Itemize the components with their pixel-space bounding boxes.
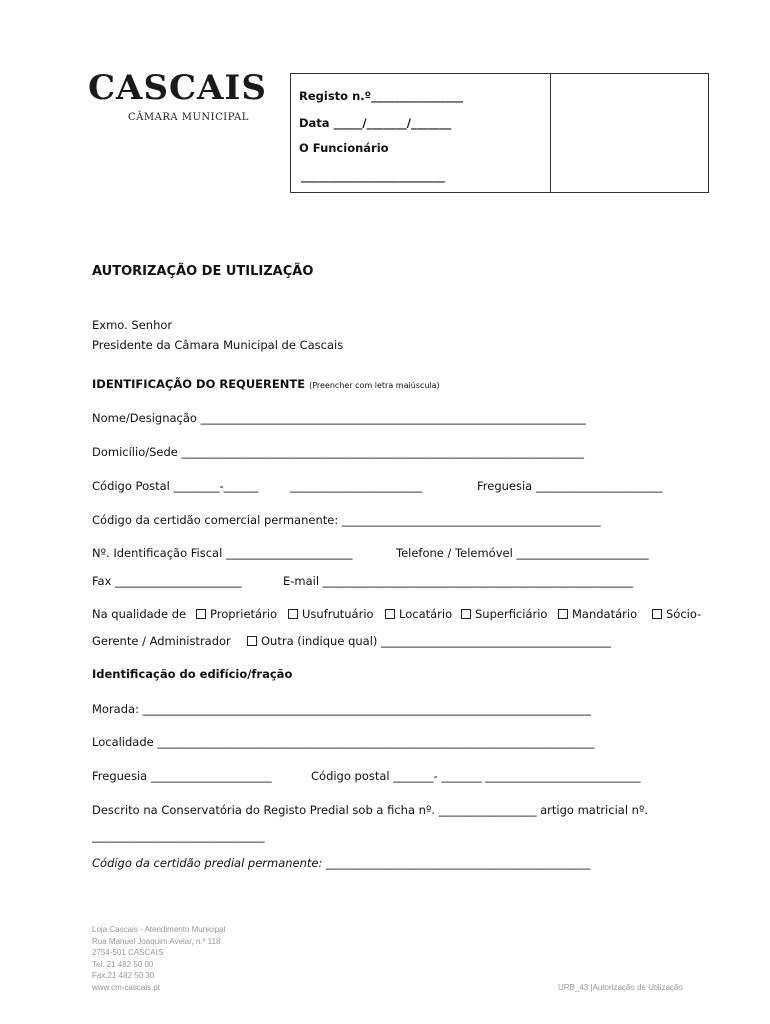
checkbox-icon[interactable] [385, 609, 395, 619]
checkbox-proprietario[interactable] [196, 607, 277, 621]
page-title: AUTORIZAÇÃO DE UTILIZAÇÃO [92, 264, 314, 279]
footer-line: 2754-501 CASCAIS [92, 948, 164, 957]
checkbox-label: Mandatário [572, 607, 638, 621]
checkbox-label: Proprietário [210, 607, 278, 621]
requerente-heading-note: (Preencher com letra maiúscula) [309, 381, 440, 390]
checkbox-icon[interactable] [247, 636, 257, 646]
nome-field[interactable]: Nome/Designação ___________________________________________________________________ [92, 411, 586, 425]
checkbox-socio-gerente[interactable] [652, 607, 701, 621]
checkbox-mandatario[interactable] [558, 607, 637, 621]
salutation-line1: Exmo. Senhor [92, 318, 173, 332]
codigo-postal-field[interactable]: Código Postal ________-______ [92, 479, 259, 493]
descrito-field[interactable]: Descrito na Conservatória do Registo Predial sob a ficha nº. _________________ artigo matricial nº. [92, 803, 649, 817]
checkbox-icon[interactable] [558, 609, 568, 619]
checkbox-label: Usufrutuário [302, 607, 374, 621]
edificio-heading: Identificação do edifício/fração [92, 667, 293, 681]
checkbox-icon[interactable] [196, 609, 206, 619]
descrito-line2[interactable]: ______________________________ [92, 829, 265, 843]
certidao-predial-field[interactable]: Código da certidão predial permanente: ______________________________________________ [92, 856, 591, 870]
qualidade-line2: Gerente / Administrador [92, 634, 231, 648]
domicilio-field[interactable]: Domicílio/Sede ______________________________________________________________________ [92, 445, 585, 459]
registo-field[interactable]: Registo n.º________________ [299, 89, 464, 103]
checkbox-locatario[interactable] [385, 607, 452, 621]
qualidade-label: Na qualidade de [92, 607, 187, 621]
freguesia-field[interactable]: Freguesia ______________________ [477, 479, 663, 493]
localidade-field[interactable]: Localidade ____________________________________________________________________________ [92, 735, 595, 749]
checkbox-icon[interactable] [652, 609, 662, 619]
requerente-heading-text: IDENTIFICAÇÃO DO REQUERENTE [92, 377, 306, 391]
footer-line: Rua Manuel Joaquim Avelar, n.º 118 [92, 936, 221, 946]
footer-website-link[interactable]: www.cm-cascais.pt [92, 982, 161, 992]
checkbox-superficiario[interactable] [461, 607, 547, 621]
footer-document-code: URB_43 |Autorização de Utilização [558, 983, 683, 992]
morada-field[interactable]: Morada: ______________________________________________________________________________ [92, 702, 592, 716]
funcionario-label: O Funcionário [299, 141, 389, 155]
footer-line: Tel. 21 482 50 00 [92, 959, 154, 969]
checkbox-label: Sócio- [666, 607, 702, 621]
footer-contact [92, 924, 225, 993]
edificio-codigo-postal-field[interactable]: Código postal _______- _______ ___________________________ [311, 769, 641, 783]
box-divider [550, 74, 551, 192]
certidao-comercial-field[interactable]: Código da certidão comercial permanente: _____________________________________________ [92, 513, 601, 527]
footer-line: Fax.21 482 50 30 [92, 971, 155, 980]
checkbox-icon[interactable] [288, 609, 298, 619]
edificio-freguesia-field[interactable]: Freguesia _____________________ [92, 769, 272, 783]
outra-field[interactable]: Outra (indique qual) ________________________________________ [261, 634, 612, 648]
data-field[interactable]: Data _____/_______/_______ [299, 116, 452, 130]
checkbox-label: Superficiário [475, 607, 548, 621]
footer-line: Loja Cascais - Atendimento Municipal [92, 925, 226, 934]
checkbox-label: Locatário [399, 607, 453, 621]
email-field[interactable]: E-mail ______________________________________________________ [283, 574, 634, 588]
funcionario-signature-line[interactable]: _________________________ [301, 169, 445, 183]
salutation-line2: Presidente da Câmara Municipal de Cascais [92, 338, 344, 352]
checkbox-icon[interactable] [461, 609, 471, 619]
registration-box [290, 73, 709, 193]
checkbox-outra[interactable] [247, 634, 611, 648]
nif-field[interactable]: Nº. Identificação Fiscal ______________________ [92, 546, 353, 560]
fax-field[interactable]: Fax ______________________ [92, 574, 242, 588]
logo-subtitle: CÂMARA MUNICIPAL [128, 112, 249, 123]
localidade-postal-line[interactable]: _______________________ [290, 479, 423, 493]
telefone-field[interactable]: Telefone / Telemóvel _______________________ [396, 546, 649, 560]
checkbox-usufrutuario[interactable] [288, 607, 374, 621]
cascais-logo: CASCAIS [88, 68, 267, 108]
requerente-heading [92, 377, 440, 391]
